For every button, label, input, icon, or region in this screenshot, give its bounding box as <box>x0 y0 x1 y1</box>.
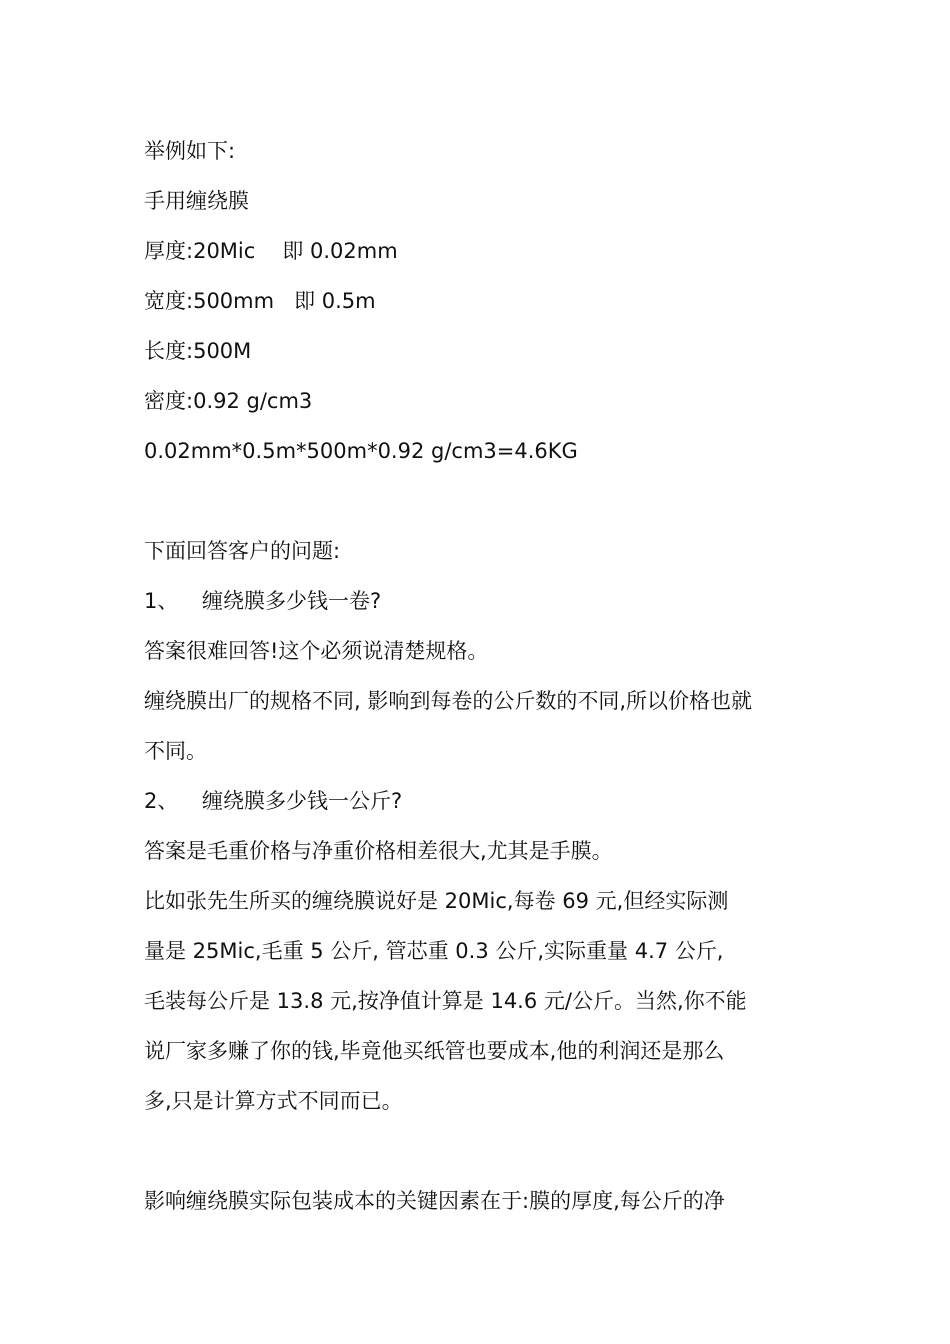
question-2-number: 2、 <box>144 789 179 813</box>
length-line <box>144 326 809 376</box>
density-label: 密度: <box>144 389 194 413</box>
closing-line: 影响缠绕膜实际包装成本的关键因素在于:膜的厚度,每公斤的净 <box>144 1189 725 1213</box>
question-1 <box>144 576 809 626</box>
answer-1-line: 不同。 <box>144 739 207 763</box>
density-value: 0.92 g/cm3 <box>193 389 313 413</box>
answers-heading: 下面回答客户的问题: <box>144 539 341 563</box>
width-label: 宽度: <box>144 289 194 313</box>
question-1-text: 缠绕膜多少钱一卷? <box>202 589 382 613</box>
answer-2-line: 毛装每公斤是 13.8 元,按净值计算是 14.6 元/公斤。当然,你不能 <box>144 989 747 1013</box>
length-label: 长度: <box>144 339 194 363</box>
thickness-value: 20Mic <box>193 239 256 263</box>
density-line <box>144 376 809 426</box>
question-2 <box>144 776 809 826</box>
answer-2-line: 说厂家多赚了你的钱,毕竟他买纸管也要成本,他的利润还是那么 <box>144 1039 725 1063</box>
width-value: 500mm <box>193 289 275 313</box>
question-1-number: 1、 <box>144 589 179 613</box>
paragraph-spacer <box>144 476 809 526</box>
product-name: 手用缠绕膜 <box>144 189 249 213</box>
thickness-equivalent: 即 0.02mm <box>282 239 398 263</box>
paragraph-spacer <box>144 1126 809 1176</box>
answer-1-line: 缠绕膜出厂的规格不同, 影响到每卷的公斤数的不同,所以价格也就 <box>144 689 753 713</box>
answer-2-line: 比如张先生所买的缠绕膜说好是 20Mic,每卷 69 元,但经实际测 <box>144 889 729 913</box>
answer-2-line: 量是 25Mic,毛重 5 公斤, 管芯重 0.3 公斤,实际重量 4.7 公斤, <box>144 939 724 963</box>
question-2-text: 缠绕膜多少钱一公斤? <box>202 789 403 813</box>
thickness-line <box>144 226 809 276</box>
answer-2-line: 答案是毛重价格与净重价格相差很大,尤其是手膜。 <box>144 839 613 863</box>
answer-2-line: 多,只是计算方式不同而已。 <box>144 1089 403 1113</box>
length-value: 500M <box>193 339 252 363</box>
document-body <box>144 126 809 1226</box>
intro-line: 举例如下: <box>144 139 236 163</box>
width-equivalent: 即 0.5m <box>294 289 376 313</box>
thickness-label: 厚度: <box>144 239 194 263</box>
width-line <box>144 276 809 326</box>
answer-1-line: 答案很难回答!这个必须说清楚规格。 <box>144 639 489 663</box>
weight-formula: 0.02mm*0.5m*500m*0.92 g/cm3=4.6KG <box>144 439 578 463</box>
